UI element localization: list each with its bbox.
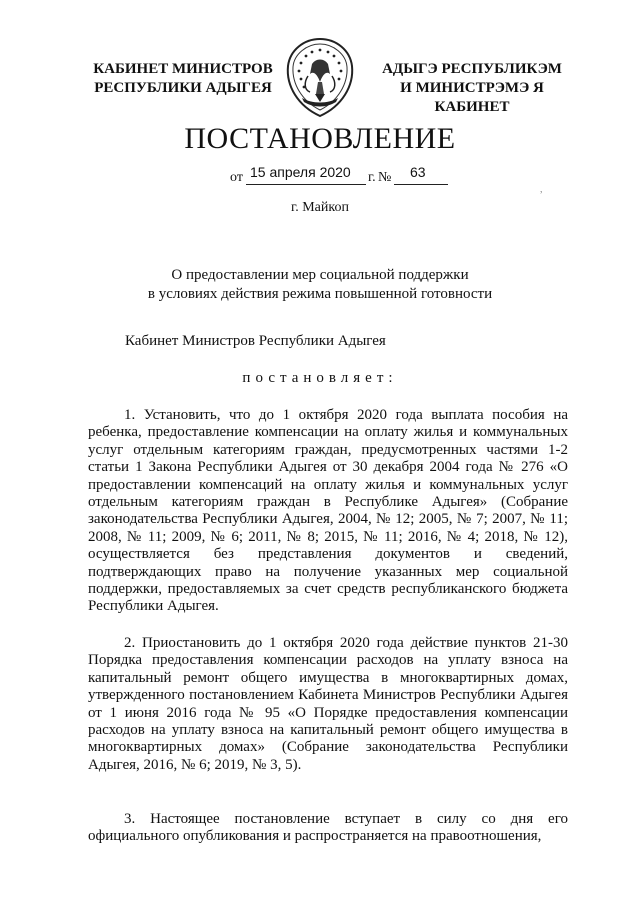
header-left-line2: РЕСПУБЛИКИ АДЫГЕЯ (94, 80, 272, 96)
header-left-line1: КАБИНЕТ МИНИСТРОВ (93, 61, 273, 77)
paragraph-2: 2. Приостановить до 1 октября 2020 года действие пунктов 21-30 Порядка предоставления компенсации расходов на уплату взноса на капитальный ремонт общего имущества в многоквартирных домах, утвержденного постановлением Кабинета Министров Республики Адыгея от 1 июня 2016 года № 95 «О Порядке предоставления компенсации расходов на уплату взноса на капитальный ремонт общего имущества в многоквартирных домах» (Собрание законодательства Республики Адыгея, 2016, № 6; 2019, № 3, 5). (88, 635, 568, 773)
header-right-line1: АДЫГЭ РЕСПУБЛИКЭМ (382, 61, 562, 77)
paragraph-1: 1. Установить, что до 1 октября 2020 года выплата пособия на ребенка, предоставление компенсации на оплату жилья и коммунальных услуг отдельным категориям граждан, предусмотренных частями 1-2 статьи 1 Закона Республики Адыгея от 30 декабря 2004 года № 276 «О предоставлении компенсаций на оплату жилья и коммунальных услуг отдельным категориям граждан в Республике Адыгея» (Собрание законодательства Республики Адыгея, 2004, № 12; 2005, № 7; 2007, № 11; 2008, № 11; 2009, № 6; 2011, № 8; 2015, № 11; 2016, № 4; 2018, № 12), осуществляется без представления документов и сведений, подтверждающих право на получение указанных мер социальной поддержки, предоставляемых за счет средств республиканского бюджета Республики Адыгея. (88, 407, 568, 615)
decides-heading: постановляет: (242, 370, 398, 386)
paragraph-3: 3. Настоящее постановление вступает в силу со дня его официального опубликования и распространяется на правоотношения, (88, 811, 568, 845)
header-right (362, 60, 582, 117)
year-suffix: г. (368, 170, 376, 185)
subject-line2: в условиях действия режима повышенной готовности (147, 286, 493, 302)
date-underline (246, 184, 366, 185)
date-from-label: от (230, 170, 243, 185)
scan-artifact-mark: , (540, 184, 543, 195)
number-underline (394, 184, 448, 185)
preamble: Кабинет Министров Республики Адыгея (125, 333, 386, 349)
coat-of-arms-emblem (282, 36, 358, 120)
number-label: № (378, 170, 392, 185)
document-subject (0, 266, 640, 304)
document-number: 63 (410, 164, 426, 180)
header-right-line2: И МИНИСТРЭМЭ Я КАБИНЕТ (400, 80, 544, 115)
date-line (222, 164, 452, 188)
subject-line1: О предоставлении мер социальной поддержки (171, 267, 469, 283)
date-value: 15 апреля 2020 (250, 164, 351, 180)
city: г. Майкоп (291, 200, 349, 215)
document-title: ПОСТАНОВЛЕНИЕ (184, 122, 456, 155)
header-left (88, 60, 278, 98)
